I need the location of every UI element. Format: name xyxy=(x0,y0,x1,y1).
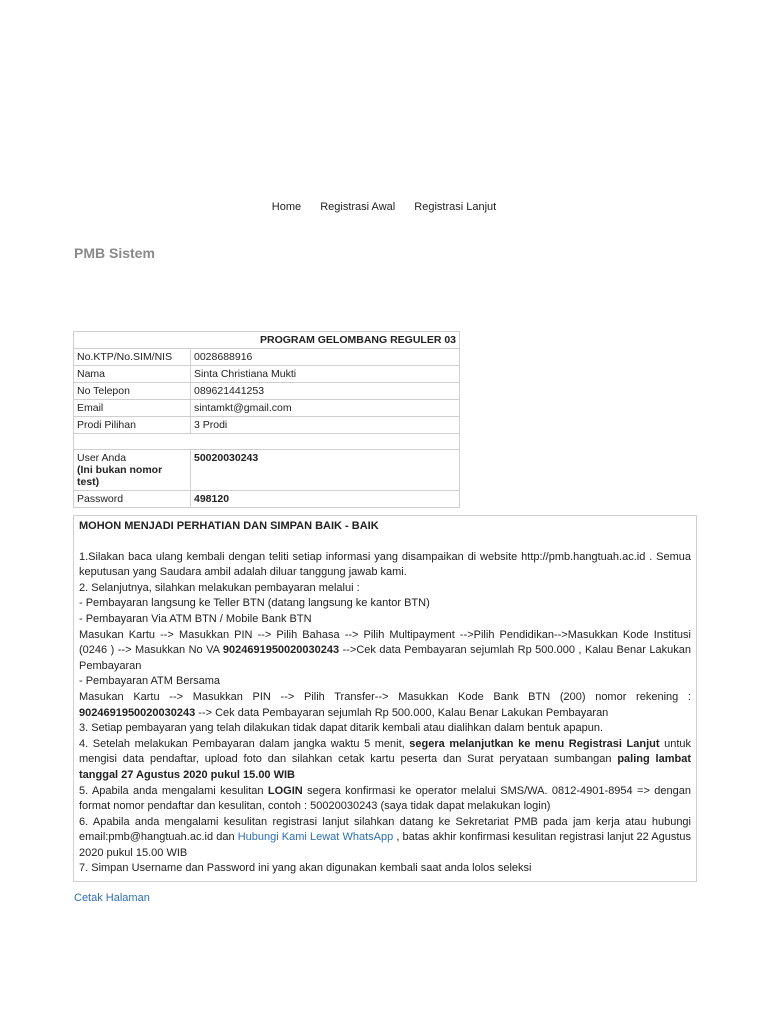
point-4-text-mid: untuk mengisi data pendaftar, upload foto dan silahkan cetak kartu peserta dan Surat peryataan sumbangan xyxy=(79,737,692,766)
table-header-row xyxy=(74,332,460,349)
table-row xyxy=(74,383,460,400)
notice-point-3: 3. Setiap pembayaran yang telah dilakukan tidak dapat ditarik kembali atau dialihkan dalam bentuk apapun. xyxy=(79,722,604,735)
nav-home[interactable]: Home xyxy=(271,201,302,213)
point-4-emphasis: segera melanjutkan ke menu Registrasi Lanjut xyxy=(409,737,660,750)
email-label: Email xyxy=(74,400,191,417)
table-row xyxy=(74,366,460,383)
empty-cell xyxy=(74,434,460,450)
site-title: PMB Sistem xyxy=(74,245,155,261)
notice-point-2c xyxy=(79,628,691,675)
registration-info-table xyxy=(73,331,460,508)
point-6-text: 6. Apabila anda mengalami kesulitan registrasi lanjut silahkan datang ke Sekretariat PMB pada jam kerja atau hubungi email:pmb@hangtuah.ac.id dan xyxy=(79,815,691,844)
prodi-label: Prodi Pilihan xyxy=(74,417,191,434)
account-number: 9024691950020030243 xyxy=(79,706,196,719)
user-label-cell xyxy=(74,450,191,491)
table-row xyxy=(74,400,460,417)
notice-point-2a: - Pembayaran langsung ke Teller BTN (datang langsung ke kantor BTN) xyxy=(79,597,430,610)
table-row xyxy=(74,450,460,491)
point-5-text-end: segera konfirmasi ke operator melalui SMS/WA. 0812-4901-8954 => dengan format nomor pendaftar dan kesulitan, contoh : 50020030243 (saya tidak dapat melakukan login) xyxy=(79,784,691,813)
notice-title: MOHON MENJADI PERHATIAN DAN SIMPAN BAIK - BAIK xyxy=(79,520,379,532)
print-page-link[interactable]: Cetak Halaman xyxy=(74,892,150,904)
point-6-text-end: , batas akhir konfirmasi kesulitan registrasi lanjut 22 Agustus 2020 pukul 15.00 WIB xyxy=(79,831,691,859)
main-nav xyxy=(0,201,768,213)
empty-row xyxy=(74,434,460,450)
password-label: Password xyxy=(74,491,191,508)
notice-point-2e xyxy=(79,690,691,721)
va-number: 9024691950020030243 xyxy=(222,644,340,657)
table-row xyxy=(74,349,460,366)
table-row xyxy=(74,417,460,434)
whatsapp-contact-link[interactable]: Hubungi Kami Lewat WhatsApp xyxy=(237,831,394,844)
deadline-emphasis: paling lambat tanggal 27 Agustus 2020 pukul 15.00 WIB xyxy=(79,753,691,781)
password-value: 498120 xyxy=(191,491,460,508)
atm-btn-steps-end: -->Cek data Pembayaran sejumlah Rp 500.000 , Kalau Benar Lakukan Pembayaran xyxy=(79,644,691,672)
name-value: Sinta Christiana Mukti xyxy=(191,366,460,383)
prodi-value: 3 Prodi xyxy=(191,417,460,434)
notice-point-2d: - Pembayaran ATM Bersama xyxy=(79,675,221,688)
phone-label: No Telepon xyxy=(74,383,191,400)
notice-box xyxy=(73,515,697,882)
notice-point-1: 1.Silakan baca ulang kembali dengan teliti setiap informasi yang disampaikan di website http://pmb.hangtuah.ac.id . Semua keputusan yang Saudara ambil adalah diluar tanggung jawab kami. xyxy=(79,550,691,579)
user-note: (Ini bukan nomor test) xyxy=(77,464,163,488)
user-label: User Anda xyxy=(77,452,127,464)
id-label: No.KTP/No.SIM/NIS xyxy=(74,349,191,366)
login-emphasis: LOGIN xyxy=(267,784,303,797)
email-value: sintamkt@gmail.com xyxy=(191,400,460,417)
notice-point-7: 7. Simpan Username dan Password ini yang akan digunakan kembali saat anda lolos seleksi xyxy=(79,862,532,875)
notice-point-6 xyxy=(79,815,691,862)
nav-registrasi-lanjut[interactable]: Registrasi Lanjut xyxy=(414,201,497,213)
table-row xyxy=(74,491,460,508)
point-5-text: 5. Apabila anda mengalami kesulitan xyxy=(79,784,268,797)
notice-point-2b: - Pembayaran Via ATM BTN / Mobile Bank BTN xyxy=(79,612,312,625)
phone-value: 089621441253 xyxy=(191,383,460,400)
notice-point-4 xyxy=(79,737,691,784)
notice-point-5 xyxy=(79,784,691,815)
point-4-text: 4. Setelah melakukan Pembayaran dalam jangka waktu 5 menit, xyxy=(79,737,410,750)
atm-bersama-steps: Masukan Kartu --> Masukkan PIN --> Pilih Transfer--> Masukkan Kode Bank BTN (200) nomor rekening : xyxy=(79,690,691,703)
nav-registrasi-awal[interactable]: Registrasi Awal xyxy=(320,201,396,213)
program-header: PROGRAM GELOMBANG REGULER 03 xyxy=(74,332,460,349)
id-value: 0028688916 xyxy=(191,349,460,366)
atm-bersama-steps-end: --> Cek data Pembayaran sejumlah Rp 500.000, Kalau Benar Lakukan Pembayaran xyxy=(195,706,609,719)
user-value: 50020030243 xyxy=(191,450,460,491)
name-label: Nama xyxy=(74,366,191,383)
notice-point-2: 2. Selanjutnya, silahkan melakukan pembayaran melalui : xyxy=(79,581,360,594)
atm-btn-steps: Masukan Kartu --> Masukkan PIN --> Pilih Bahasa --> Pilih Multipayment -->Pilih Pendidikan-->Masukkan Kode Institusi (0246 ) --> Masukkan No VA xyxy=(79,628,691,657)
